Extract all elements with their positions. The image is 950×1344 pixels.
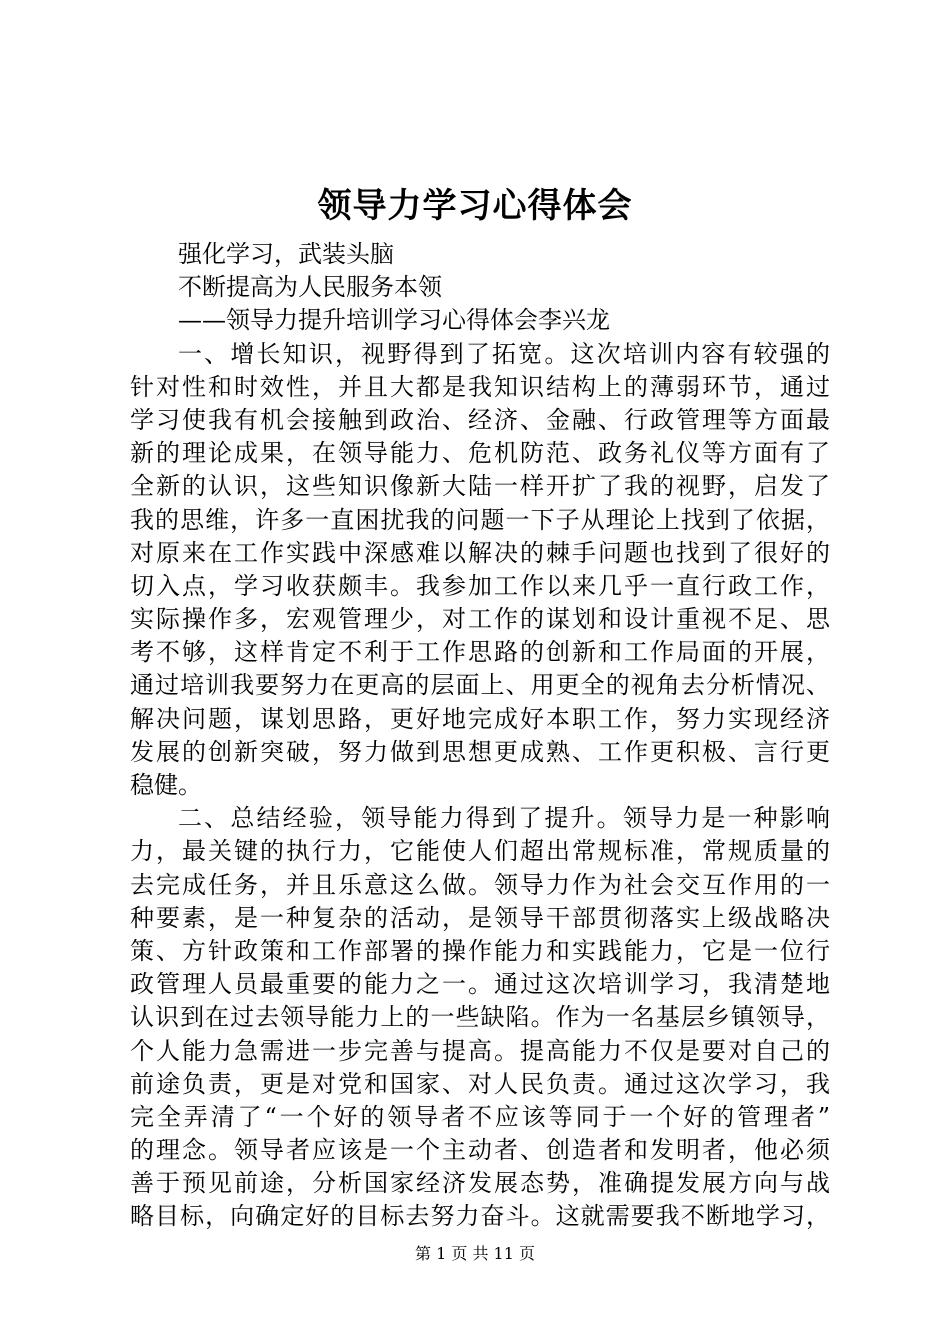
text-line: 二、总结经验，领导能力得到了提升。领导力是一种影响 xyxy=(178,804,830,833)
text-line: 对原来在工作实践中深感难以解决的棘手问题也找到了很好的 xyxy=(130,538,830,567)
text-line: 去完成任务，并且乐意这么做。领导力作为社会交互作用的一 xyxy=(130,870,830,899)
document-body xyxy=(130,238,830,1234)
text-line: 实际操作多，宏观管理少，对工作的谋划和设计重视不足、思 xyxy=(130,605,830,634)
text-line: 通过培训我要努力在更高的层面上、用更全的视角去分析情况、 xyxy=(130,671,830,700)
document-title: 领导力学习心得体会 xyxy=(317,186,633,226)
text-line: 种要素，是一种复杂的活动，是领导干部贯彻落实上级战略决 xyxy=(130,903,830,932)
text-line: 发展的创新突破，努力做到思想更成熟、工作更积极、言行更 xyxy=(130,737,830,766)
text-line: 全新的认识，这些知识像新大陆一样开扩了我的视野，启发了 xyxy=(130,472,830,501)
text-line: 策、方针政策和工作部署的操作能力和实践能力，它是一位行 xyxy=(130,936,830,965)
subtitle-line: 强化学习，武装头脑 xyxy=(178,240,394,268)
text-line: 稳健。 xyxy=(130,771,202,799)
subtitle-line: 不断提高为人民服务本领 xyxy=(178,273,442,302)
text-line: 一、增长知识，视野得到了拓宽。这次培训内容有较强的 xyxy=(178,339,830,368)
subtitle-line: ——领导力提升培训学习心得体会李兴龙 xyxy=(178,306,610,335)
text-line: 切入点，学习收获颇丰。我参加工作以来几乎一直行政工作， xyxy=(130,571,830,600)
text-line: 我的思维，许多一直困扰我的问题一下子从理论上找到了依据， xyxy=(130,505,830,534)
text-line: 略目标，向确定好的目标去努力奋斗。这就需要我不断地学习， xyxy=(130,1202,830,1231)
text-line: 学习使我有机会接触到政治、经济、金融、行政管理等方面最 xyxy=(130,405,830,434)
text-line: 力，最关键的执行力，它能使人们超出常规标准，常规质量的 xyxy=(130,837,830,866)
text-line: 考不够，这样肯定不利于工作思路的创新和工作局面的开展， xyxy=(130,638,830,667)
text-line: 解决问题，谋划思路，更好地完成好本职工作，努力实现经济 xyxy=(130,704,830,733)
text-line: 针对性和时效性，并且大都是我知识结构上的薄弱环节，通过 xyxy=(130,372,830,401)
text-line: 善于预见前途，分析国家经济发展态势，准确提发展方向与战 xyxy=(130,1169,830,1198)
text-line: 前途负责，更是对党和国家、对人民负责。通过这次学习，我 xyxy=(130,1069,830,1098)
text-line: 认识到在过去领导能力上的一些缺陷。作为一名基层乡镇领导， xyxy=(130,1003,830,1032)
page-footer: 第 1 页 共 11 页 xyxy=(415,1244,535,1263)
text-line: 完全弄清了“一个好的领导者不应该等同于一个好的管理者” xyxy=(130,1102,830,1131)
text-line: 新的理论成果，在领导能力、危机防范、政务礼仪等方面有了 xyxy=(130,439,830,468)
text-line: 政管理人员最重要的能力之一。通过这次培训学习，我清楚地 xyxy=(130,970,830,999)
text-line: 个人能力急需进一步完善与提高。提高能力不仅是要对自己的 xyxy=(130,1036,830,1065)
text-line: 的理念。领导者应该是一个主动者、创造者和发明者，他必须 xyxy=(130,1136,830,1165)
